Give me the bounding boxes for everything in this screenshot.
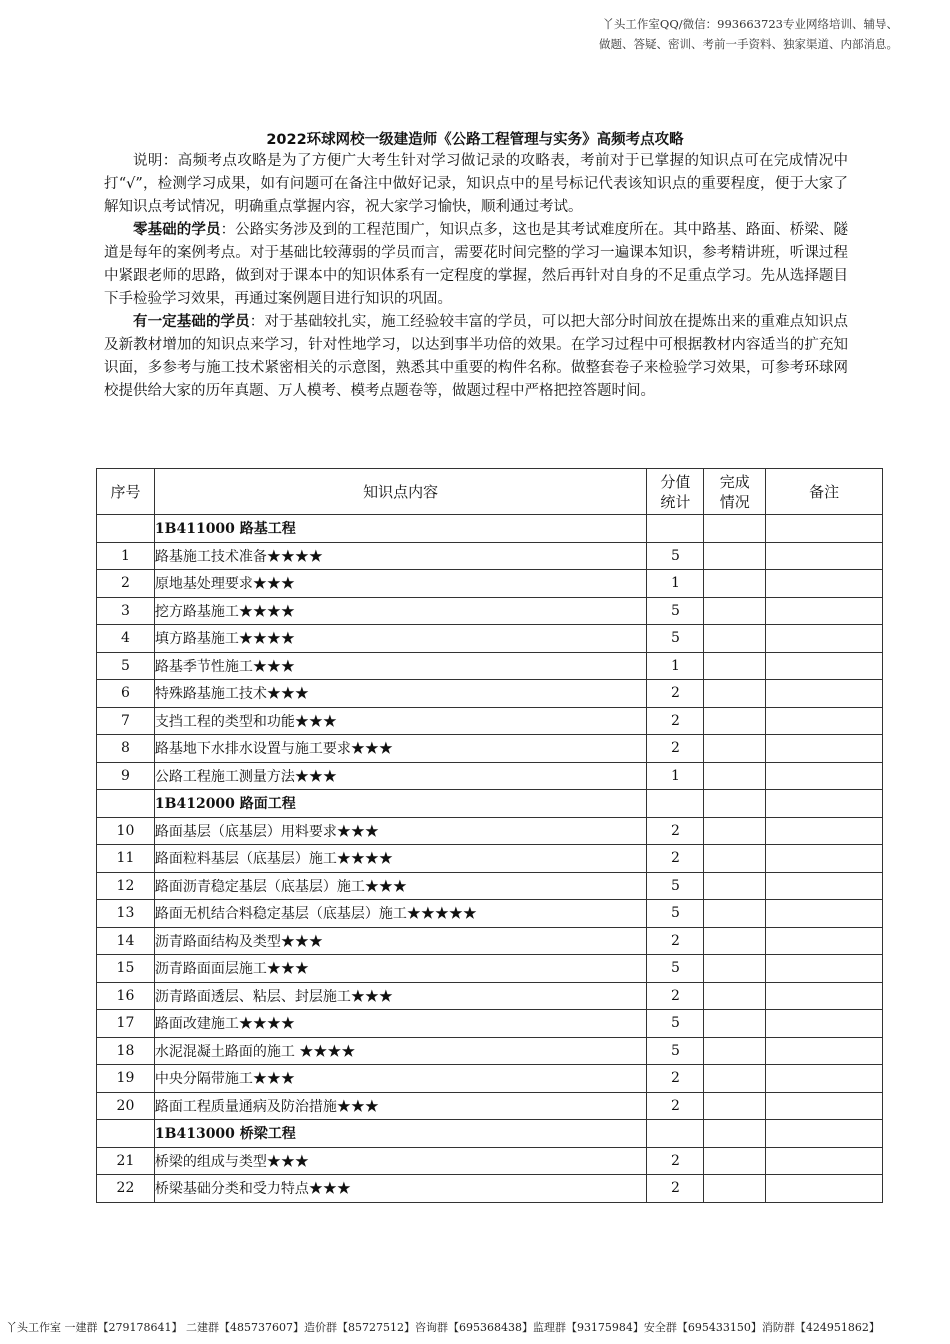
- row-number: 11: [97, 845, 155, 873]
- intro-section: [104, 150, 848, 403]
- row-score: 1: [647, 570, 704, 598]
- row-completion-cell[interactable]: [704, 982, 766, 1010]
- row-remark-cell[interactable]: [766, 845, 883, 873]
- row-knowledge-point: 桥梁的组成与类型★★★: [154, 1147, 647, 1175]
- row-number: 4: [97, 625, 155, 653]
- row-score: [647, 790, 704, 818]
- row-remark-cell[interactable]: [766, 707, 883, 735]
- table-row: [97, 1175, 883, 1203]
- row-number: 18: [97, 1037, 155, 1065]
- row-number: 8: [97, 735, 155, 763]
- row-remark-cell[interactable]: [766, 817, 883, 845]
- row-score: 5: [647, 900, 704, 928]
- header-line-1: 丫头工作室QQ/微信：993663723专业网络培训、辅导、: [602, 17, 898, 31]
- table-row: [97, 927, 883, 955]
- row-remark-cell[interactable]: [766, 625, 883, 653]
- row-completion-cell[interactable]: [704, 1092, 766, 1120]
- row-knowledge-point: 路面无机结合料稳定基层（底基层）施工★★★★★: [154, 900, 647, 928]
- table-row: [97, 762, 883, 790]
- row-knowledge-point: 特殊路基施工技术★★★: [154, 680, 647, 708]
- row-number: 14: [97, 927, 155, 955]
- table-header-row: [97, 469, 883, 515]
- table-row: [97, 597, 883, 625]
- header-score-line2: 统计: [660, 492, 691, 511]
- row-score: 1: [647, 652, 704, 680]
- document-title: 2022环球网校一级建造师《公路工程管理与实务》高频考点攻略: [266, 132, 684, 148]
- header-done-line2: 情况: [719, 492, 750, 511]
- table-row: [97, 982, 883, 1010]
- row-knowledge-point: 支挡工程的类型和功能★★★: [154, 707, 647, 735]
- table-row: [97, 900, 883, 928]
- header-content: 知识点内容: [154, 469, 647, 515]
- row-remark-cell[interactable]: [766, 515, 883, 543]
- row-number: 9: [97, 762, 155, 790]
- experienced-label: 有一定基础的学员: [133, 314, 250, 330]
- row-remark-cell[interactable]: [766, 1120, 883, 1148]
- table-row: [97, 542, 883, 570]
- row-number: 10: [97, 817, 155, 845]
- row-score: 5: [647, 542, 704, 570]
- row-remark-cell[interactable]: [766, 1175, 883, 1203]
- row-completion-cell[interactable]: [704, 817, 766, 845]
- row-score: 2: [647, 845, 704, 873]
- row-number: 5: [97, 652, 155, 680]
- section-row: [97, 790, 883, 818]
- row-knowledge-point: 路基季节性施工★★★: [154, 652, 647, 680]
- knowledge-point-table: [96, 468, 883, 1203]
- row-number: 17: [97, 1010, 155, 1038]
- row-remark-cell[interactable]: [766, 542, 883, 570]
- header-score: [647, 469, 704, 515]
- intro-paragraph-description: 说明：高频考点攻略是为了方便广大考生针对学习做记录的攻略表，考前对于已掌握的知识点可在完成情况中打“√”，检测学习成果，如有问题可在备注中做好记录，知识点中的星号标记代表该知识点的重要程度，便于大家了解知识点考试情况，明确重点掌握内容，祝大家学习愉快，顺利通过考试。: [104, 153, 848, 215]
- header-score-line1: 分值: [660, 472, 691, 491]
- row-completion-cell[interactable]: [704, 762, 766, 790]
- row-knowledge-point: 水泥混凝土路面的施工 ★★★★: [154, 1037, 647, 1065]
- row-knowledge-point: 1B413000 桥梁工程: [154, 1120, 647, 1148]
- intro-paragraph-beginners: [104, 219, 848, 311]
- row-knowledge-point: 原地基处理要求★★★: [154, 570, 647, 598]
- row-number: 20: [97, 1092, 155, 1120]
- row-completion-cell[interactable]: [704, 1010, 766, 1038]
- row-completion-cell[interactable]: [704, 845, 766, 873]
- table-row: [97, 817, 883, 845]
- row-score: 2: [647, 1065, 704, 1093]
- row-score: 2: [647, 1092, 704, 1120]
- table-row: [97, 845, 883, 873]
- table-row: [97, 625, 883, 653]
- row-score: 1: [647, 762, 704, 790]
- row-score: 2: [647, 1147, 704, 1175]
- row-remark-cell[interactable]: [766, 955, 883, 983]
- row-score: 2: [647, 817, 704, 845]
- table-body: [97, 515, 883, 1203]
- experienced-text: ：对于基础较扎实，施工经验较丰富的学员，可以把大部分时间放在提炼出来的重难点知识点及新教材增加的知识点来学习，针对性地学习，以达到事半功倍的效果。在学习过程中可根据教材内容适当的扩充知识面，多参考与施工技术紧密相关的示意图，熟悉其中重要的构件名称。做整套卷子来检验学习效果，可参考环球网校提供给大家的历年真题、万人模考、模考点题卷等，做题过程中严格把控答题时间。: [104, 314, 848, 399]
- row-score: 5: [647, 1037, 704, 1065]
- intro-paragraph-experienced: [104, 311, 848, 403]
- row-number: [97, 515, 155, 543]
- table-row: [97, 1010, 883, 1038]
- row-completion-cell[interactable]: [704, 680, 766, 708]
- row-score: 5: [647, 597, 704, 625]
- row-knowledge-point: 公路工程施工测量方法★★★: [154, 762, 647, 790]
- row-score: [647, 1120, 704, 1148]
- row-score: 2: [647, 707, 704, 735]
- row-completion-cell[interactable]: [704, 900, 766, 928]
- row-completion-cell[interactable]: [704, 570, 766, 598]
- row-remark-cell[interactable]: [766, 1092, 883, 1120]
- row-score: 2: [647, 982, 704, 1010]
- row-remark-cell[interactable]: [766, 1037, 883, 1065]
- page-footer: 丫头工作室 一建群【279178641】 二建群【485737607】造价群【85727512】咨询群【695368438】监理群【93175984】安全群【695433150】消防群【424951862】: [6, 1321, 880, 1334]
- row-remark-cell[interactable]: [766, 570, 883, 598]
- beginners-label: 零基础的学员: [133, 222, 221, 238]
- row-remark-cell[interactable]: [766, 652, 883, 680]
- table-row: [97, 1147, 883, 1175]
- row-completion-cell[interactable]: [704, 1037, 766, 1065]
- row-score: 2: [647, 735, 704, 763]
- table-row: [97, 652, 883, 680]
- row-number: 16: [97, 982, 155, 1010]
- row-number: 3: [97, 597, 155, 625]
- row-score: 5: [647, 625, 704, 653]
- table-row: [97, 872, 883, 900]
- row-completion-cell[interactable]: [704, 625, 766, 653]
- row-knowledge-point: 路面沥青稳定基层（底基层）施工★★★: [154, 872, 647, 900]
- row-knowledge-point: 桥梁基础分类和受力特点★★★: [154, 1175, 647, 1203]
- section-row: [97, 515, 883, 543]
- row-number: 22: [97, 1175, 155, 1203]
- row-remark-cell[interactable]: [766, 680, 883, 708]
- table-row: [97, 570, 883, 598]
- row-knowledge-point: 1B411000 路基工程: [154, 515, 647, 543]
- header-done: [704, 469, 766, 515]
- table-row: [97, 1092, 883, 1120]
- row-completion-cell[interactable]: [704, 1065, 766, 1093]
- row-score: [647, 515, 704, 543]
- row-remark-cell[interactable]: [766, 1010, 883, 1038]
- row-completion-cell[interactable]: [704, 927, 766, 955]
- table-row: [97, 735, 883, 763]
- row-remark-cell[interactable]: [766, 1065, 883, 1093]
- row-remark-cell[interactable]: [766, 982, 883, 1010]
- row-knowledge-point: 1B412000 路面工程: [154, 790, 647, 818]
- row-knowledge-point: 路面工程质量通病及防治措施★★★: [154, 1092, 647, 1120]
- row-completion-cell[interactable]: [704, 1147, 766, 1175]
- header-line-2: 做题、答疑、密训、考前一手资料、独家渠道、内部消息。: [599, 37, 898, 51]
- row-knowledge-point: 路面改建施工★★★★: [154, 1010, 647, 1038]
- row-score: 5: [647, 955, 704, 983]
- table-row: [97, 707, 883, 735]
- header-no: 序号: [97, 469, 155, 515]
- row-knowledge-point: 路基地下水排水设置与施工要求★★★: [154, 735, 647, 763]
- table-row: [97, 1065, 883, 1093]
- row-completion-cell[interactable]: [704, 542, 766, 570]
- row-completion-cell[interactable]: [704, 1175, 766, 1203]
- row-remark-cell[interactable]: [766, 597, 883, 625]
- row-completion-cell[interactable]: [704, 652, 766, 680]
- row-number: 13: [97, 900, 155, 928]
- row-number: 2: [97, 570, 155, 598]
- table-row: [97, 680, 883, 708]
- row-knowledge-point: 沥青路面透层、粘层、封层施工★★★: [154, 982, 647, 1010]
- section-row: [97, 1120, 883, 1148]
- row-knowledge-point: 沥青路面结构及类型★★★: [154, 927, 647, 955]
- row-completion-cell[interactable]: [704, 1120, 766, 1148]
- row-completion-cell[interactable]: [704, 735, 766, 763]
- row-number: 1: [97, 542, 155, 570]
- header-done-line1: 完成: [719, 472, 750, 491]
- row-number: [97, 1120, 155, 1148]
- row-completion-cell[interactable]: [704, 707, 766, 735]
- row-remark-cell[interactable]: [766, 900, 883, 928]
- row-number: 15: [97, 955, 155, 983]
- page-header: [478, 14, 898, 54]
- row-score: 5: [647, 872, 704, 900]
- table-row: [97, 955, 883, 983]
- row-number: 19: [97, 1065, 155, 1093]
- row-number: 12: [97, 872, 155, 900]
- row-remark-cell[interactable]: [766, 872, 883, 900]
- row-knowledge-point: 中央分隔带施工★★★: [154, 1065, 647, 1093]
- beginners-text: ：公路实务涉及到的工程范围广，知识点多，这也是其考试难度所在。其中路基、路面、桥梁、隧道是每年的案例考点。对于基础比较薄弱的学员而言，需要花时间完整的学习一遍课本知识，参考精讲班，听课过程中紧跟老师的思路，做到对于课本中的知识体系有一定程度的掌握，然后再针对自身的不足重点学习。先从选择题目下手检验学习效果，再通过案例题目进行知识的巩固。: [104, 222, 848, 307]
- row-remark-cell[interactable]: [766, 790, 883, 818]
- row-completion-cell[interactable]: [704, 515, 766, 543]
- row-score: 2: [647, 1175, 704, 1203]
- row-remark-cell[interactable]: [766, 1147, 883, 1175]
- row-remark-cell[interactable]: [766, 762, 883, 790]
- row-score: 2: [647, 927, 704, 955]
- row-knowledge-point: 路面基层（底基层）用料要求★★★: [154, 817, 647, 845]
- row-remark-cell[interactable]: [766, 927, 883, 955]
- row-score: 2: [647, 680, 704, 708]
- row-completion-cell[interactable]: [704, 872, 766, 900]
- row-knowledge-point: 挖方路基施工★★★★: [154, 597, 647, 625]
- row-number: [97, 790, 155, 818]
- row-completion-cell[interactable]: [704, 597, 766, 625]
- row-remark-cell[interactable]: [766, 735, 883, 763]
- row-knowledge-point: 路面粒料基层（底基层）施工★★★★: [154, 845, 647, 873]
- row-number: 6: [97, 680, 155, 708]
- row-completion-cell[interactable]: [704, 790, 766, 818]
- row-knowledge-point: 沥青路面面层施工★★★: [154, 955, 647, 983]
- row-number: 7: [97, 707, 155, 735]
- row-score: 5: [647, 1010, 704, 1038]
- row-number: 21: [97, 1147, 155, 1175]
- row-knowledge-point: 填方路基施工★★★★: [154, 625, 647, 653]
- table-row: [97, 1037, 883, 1065]
- row-completion-cell[interactable]: [704, 955, 766, 983]
- header-remark: 备注: [766, 469, 883, 515]
- row-knowledge-point: 路基施工技术准备★★★★: [154, 542, 647, 570]
